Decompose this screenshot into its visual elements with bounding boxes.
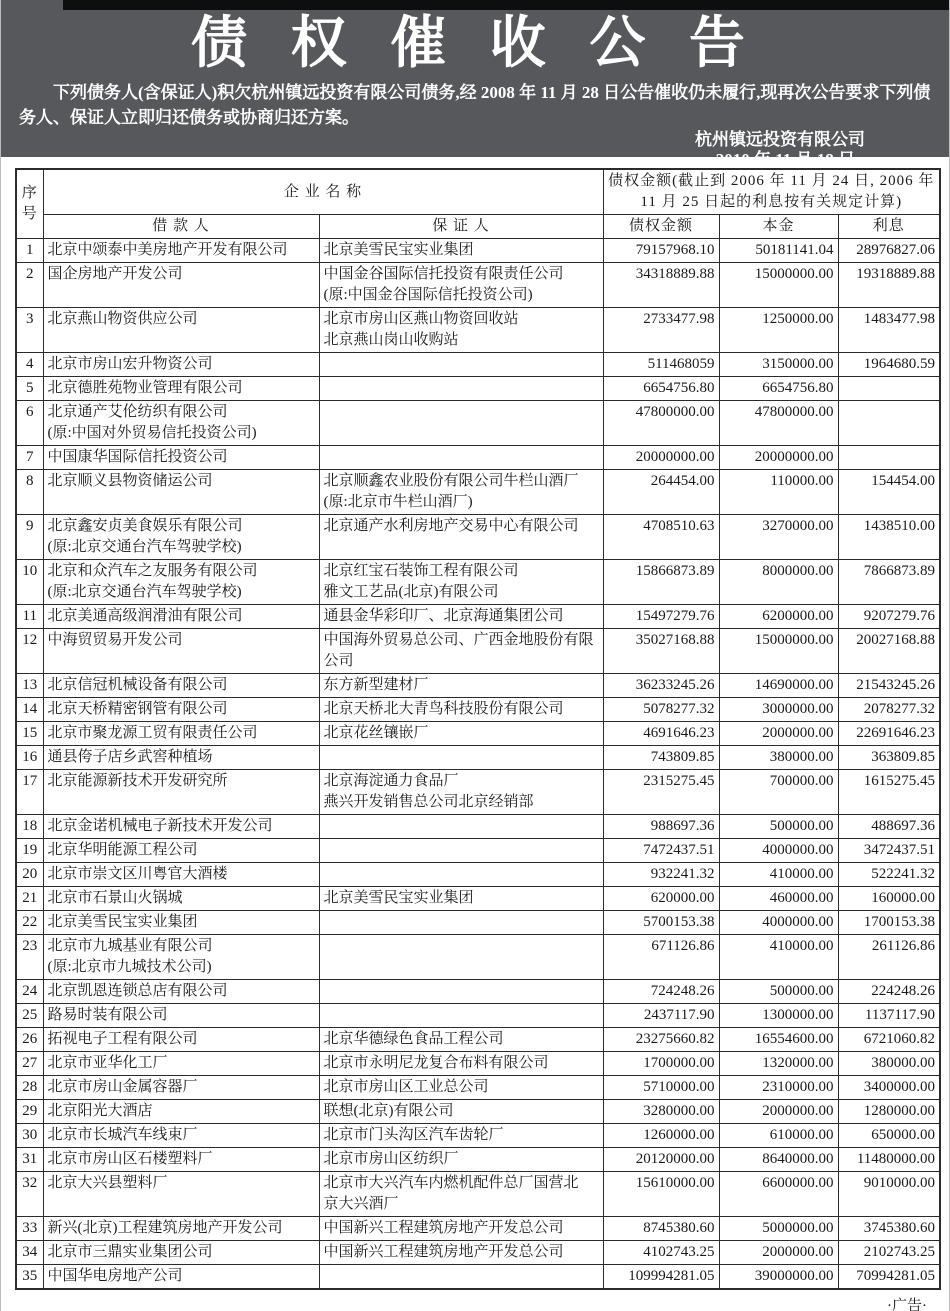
table-row: [16, 560, 940, 605]
principal-cell: 6600000.00: [719, 1172, 838, 1217]
row-index: 34: [16, 1241, 43, 1265]
row-index: 7: [16, 446, 43, 470]
interest-cell: 261126.86: [838, 935, 940, 980]
row-index: 14: [16, 698, 43, 722]
interest-cell: 1483477.98: [838, 308, 940, 353]
guarantor-cell: [319, 377, 603, 401]
amount-cell: 511468059: [603, 353, 719, 377]
principal-cell: 8000000.00: [719, 560, 838, 605]
table-row: [16, 980, 940, 1004]
borrower-cell: 北京市三鼎实业集团公司: [43, 1241, 319, 1265]
table-header-sub-row: [16, 215, 940, 239]
row-index: 29: [16, 1100, 43, 1124]
row-index: 8: [16, 470, 43, 515]
borrower-cell: 北京美通高级润滑油有限公司: [43, 605, 319, 629]
amount-cell: 7472437.51: [603, 839, 719, 863]
principal-cell: 1250000.00: [719, 308, 838, 353]
borrower-cell: 北京德胜苑物业管理有限公司: [43, 377, 319, 401]
interest-cell: 522241.32: [838, 863, 940, 887]
row-index: 12: [16, 629, 43, 674]
principal-cell: 16554600.00: [719, 1028, 838, 1052]
guarantor-cell: 北京市房山区纺织厂: [319, 1148, 603, 1172]
principal-cell: 410000.00: [719, 863, 838, 887]
borrower-cell: 北京鑫安贞美食娱乐有限公司 (原:北京交通台汽车驾驶学校): [43, 515, 319, 560]
amount-cell: 932241.32: [603, 863, 719, 887]
amount-cell: 47800000.00: [603, 401, 719, 446]
principal-cell: 380000.00: [719, 746, 838, 770]
table-row: [16, 1004, 940, 1028]
guarantor-cell: 联想(北京)有限公司: [319, 1100, 603, 1124]
borrower-cell: 北京市九城基业有限公司 (原:北京市九城技术公司): [43, 935, 319, 980]
table-row: [16, 263, 940, 308]
borrower-cell: 北京美雪民宝实业集团: [43, 911, 319, 935]
table-row: [16, 698, 940, 722]
row-index: 28: [16, 1076, 43, 1100]
borrower-cell: 北京中颂泰中美房地产开发有限公司: [43, 239, 319, 263]
interest-cell: 20027168.88: [838, 629, 940, 674]
amount-cell: 1260000.00: [603, 1124, 719, 1148]
guarantor-cell: 通县金华彩印厂、北京海通集团公司: [319, 605, 603, 629]
row-index: 20: [16, 863, 43, 887]
row-index: 15: [16, 722, 43, 746]
row-index: 26: [16, 1028, 43, 1052]
guarantor-cell: 中国新兴工程建筑房地产开发总公司: [319, 1217, 603, 1241]
issuer-name: 杭州镇远投资有限公司: [695, 130, 865, 149]
col-header-amount-group: 债权金额(截止到 2006 年 11 月 24 日, 2006 年 11 月 25 日起的利息按有关规定计算): [603, 169, 940, 215]
row-index: 6: [16, 401, 43, 446]
row-index: 9: [16, 515, 43, 560]
principal-cell: 610000.00: [719, 1124, 838, 1148]
interest-cell: 1137117.90: [838, 1004, 940, 1028]
row-index: 30: [16, 1124, 43, 1148]
col-header-company-group: 企 业 名 称: [43, 169, 603, 215]
guarantor-cell: 北京顺鑫农业股份有限公司牛栏山酒厂 (原:北京市牛栏山酒厂): [319, 470, 603, 515]
borrower-cell: 中海贸贸易开发公司: [43, 629, 319, 674]
guarantor-cell: 北京红宝石装饰工程有限公司 雅文工艺品(北京)有限公司: [319, 560, 603, 605]
guarantor-cell: [319, 980, 603, 1004]
table-row: [16, 674, 940, 698]
interest-cell: 19318889.88: [838, 263, 940, 308]
interest-cell: 2078277.32: [838, 698, 940, 722]
borrower-cell: 北京市房山金属容器厂: [43, 1076, 319, 1100]
guarantor-cell: 北京市房山区工业总公司: [319, 1076, 603, 1100]
interest-cell: [838, 446, 940, 470]
guarantor-cell: [319, 1265, 603, 1290]
interest-cell: 9010000.00: [838, 1172, 940, 1217]
interest-cell: 28976827.06: [838, 239, 940, 263]
table-row: [16, 605, 940, 629]
row-index: 1: [16, 239, 43, 263]
col-header-guarantor: 保 证 人: [319, 215, 603, 239]
row-index: 2: [16, 263, 43, 308]
interest-cell: 1438510.00: [838, 515, 940, 560]
principal-cell: 2310000.00: [719, 1076, 838, 1100]
interest-cell: 1700153.38: [838, 911, 940, 935]
borrower-cell: 北京和众汽车之友服务有限公司 (原:北京交通台汽车驾驶学校): [43, 560, 319, 605]
guarantor-cell: [319, 1004, 603, 1028]
amount-cell: 2733477.98: [603, 308, 719, 353]
interest-cell: 70994281.05: [838, 1265, 940, 1290]
interest-cell: 1615275.45: [838, 770, 940, 815]
interest-cell: 3745380.60: [838, 1217, 940, 1241]
guarantor-cell: 北京美雪民宝实业集团: [319, 887, 603, 911]
principal-cell: 4000000.00: [719, 911, 838, 935]
principal-cell: 3150000.00: [719, 353, 838, 377]
principal-cell: 47800000.00: [719, 401, 838, 446]
row-index: 23: [16, 935, 43, 980]
table-row: [16, 1217, 940, 1241]
interest-cell: 154454.00: [838, 470, 940, 515]
row-index: 19: [16, 839, 43, 863]
col-header-borrower: 借 款 人: [43, 215, 319, 239]
col-header-interest: 利息: [838, 215, 940, 239]
guarantor-cell: 北京市门头沟区汽车齿轮厂: [319, 1124, 603, 1148]
table-row: [16, 401, 940, 446]
guarantor-cell: [319, 746, 603, 770]
interest-cell: 6721060.82: [838, 1028, 940, 1052]
table-row: [16, 308, 940, 353]
borrower-cell: 拓视电子工程有限公司: [43, 1028, 319, 1052]
guarantor-cell: 北京天桥北大青鸟科技股份有限公司: [319, 698, 603, 722]
amount-cell: 671126.86: [603, 935, 719, 980]
borrower-cell: 北京阳光大酒店: [43, 1100, 319, 1124]
principal-cell: 3000000.00: [719, 698, 838, 722]
amount-cell: 724248.26: [603, 980, 719, 1004]
table-row: [16, 770, 940, 815]
amount-cell: 1700000.00: [603, 1052, 719, 1076]
table-row: [16, 887, 940, 911]
guarantor-cell: [319, 911, 603, 935]
amount-cell: 109994281.05: [603, 1265, 719, 1290]
table-row: [16, 746, 940, 770]
borrower-cell: 北京顺义县物资储运公司: [43, 470, 319, 515]
table-row: [16, 1124, 940, 1148]
row-index: 22: [16, 911, 43, 935]
amount-cell: 2437117.90: [603, 1004, 719, 1028]
interest-cell: 3400000.00: [838, 1076, 940, 1100]
interest-cell: 160000.00: [838, 887, 940, 911]
amount-cell: 34318889.88: [603, 263, 719, 308]
amount-cell: 36233245.26: [603, 674, 719, 698]
table-row: [16, 1052, 940, 1076]
principal-cell: 15000000.00: [719, 629, 838, 674]
notice-masthead: [1, 0, 949, 169]
guarantor-cell: [319, 446, 603, 470]
interest-cell: 224248.26: [838, 980, 940, 1004]
principal-cell: 1320000.00: [719, 1052, 838, 1076]
guarantor-cell: 北京市永明尼龙复合布料有限公司: [319, 1052, 603, 1076]
table-row: [16, 239, 940, 263]
amount-cell: 2315275.45: [603, 770, 719, 815]
guarantor-cell: [319, 863, 603, 887]
row-index: 17: [16, 770, 43, 815]
guarantor-cell: 北京通产水利房地产交易中心有限公司: [319, 515, 603, 560]
amount-cell: 620000.00: [603, 887, 719, 911]
principal-cell: 50181141.04: [719, 239, 838, 263]
guarantor-cell: [319, 401, 603, 446]
table-row: [16, 1265, 940, 1290]
principal-cell: 20000000.00: [719, 446, 838, 470]
amount-cell: 79157968.10: [603, 239, 719, 263]
borrower-cell: 北京市房山宏升物资公司: [43, 353, 319, 377]
amount-cell: 15866873.89: [603, 560, 719, 605]
interest-cell: 7866873.89: [838, 560, 940, 605]
amount-cell: 20120000.00: [603, 1148, 719, 1172]
row-index: 33: [16, 1217, 43, 1241]
row-index: 35: [16, 1265, 43, 1290]
borrower-cell: 北京市崇文区川粤官大酒楼: [43, 863, 319, 887]
col-header-principal: 本金: [719, 215, 838, 239]
table-row: [16, 722, 940, 746]
row-index: 32: [16, 1172, 43, 1217]
amount-cell: 6654756.80: [603, 377, 719, 401]
table-row: [16, 839, 940, 863]
guarantor-cell: [319, 839, 603, 863]
table-header-group-row: [16, 169, 940, 215]
interest-cell: 22691646.23: [838, 722, 940, 746]
borrower-cell: 北京市聚龙源工贸有限责任公司: [43, 722, 319, 746]
table-row: [16, 470, 940, 515]
principal-cell: 2000000.00: [719, 722, 838, 746]
interest-cell: 2102743.25: [838, 1241, 940, 1265]
borrower-cell: 北京金诺机械电子新技术开发公司: [43, 815, 319, 839]
table-row: [16, 1172, 940, 1217]
amount-cell: 3280000.00: [603, 1100, 719, 1124]
table-row: [16, 1028, 940, 1052]
amount-cell: 988697.36: [603, 815, 719, 839]
principal-cell: 460000.00: [719, 887, 838, 911]
interest-cell: [838, 401, 940, 446]
row-index: 31: [16, 1148, 43, 1172]
principal-cell: 2000000.00: [719, 1241, 838, 1265]
guarantor-cell: 东方新型建材厂: [319, 674, 603, 698]
row-index: 11: [16, 605, 43, 629]
table-row: [16, 935, 940, 980]
interest-cell: 21543245.26: [838, 674, 940, 698]
amount-cell: 20000000.00: [603, 446, 719, 470]
guarantor-cell: 北京花丝镶嵌厂: [319, 722, 603, 746]
interest-cell: 3472437.51: [838, 839, 940, 863]
guarantor-cell: 北京市房山区燕山物资回收站 北京燕山岗山收购站: [319, 308, 603, 353]
interest-cell: 363809.85: [838, 746, 940, 770]
principal-cell: 700000.00: [719, 770, 838, 815]
interest-cell: 9207279.76: [838, 605, 940, 629]
interest-cell: 1964680.59: [838, 353, 940, 377]
borrower-cell: 北京信冠机械设备有限公司: [43, 674, 319, 698]
borrower-cell: 北京市亚华化工厂: [43, 1052, 319, 1076]
borrower-cell: 北京市长城汽车线束厂: [43, 1124, 319, 1148]
borrower-cell: 北京通产艾伦纺织有限公司 (原:中国对外贸易信托投资公司): [43, 401, 319, 446]
page-title: 债 权 催 收 公 告: [191, 11, 759, 74]
row-index: 21: [16, 887, 43, 911]
principal-cell: 4000000.00: [719, 839, 838, 863]
table-row: [16, 446, 940, 470]
table-row: [16, 515, 940, 560]
amount-cell: 23275660.82: [603, 1028, 719, 1052]
borrower-cell: 北京凯恩连锁总店有限公司: [43, 980, 319, 1004]
table-row: [16, 911, 940, 935]
amount-cell: 15497279.76: [603, 605, 719, 629]
table-row: [16, 353, 940, 377]
row-index: 13: [16, 674, 43, 698]
ad-label: ·广告·: [887, 1298, 927, 1311]
row-index: 18: [16, 815, 43, 839]
borrower-cell: 北京华明能源工程公司: [43, 839, 319, 863]
col-header-seq: 序号: [16, 169, 43, 239]
borrower-cell: 通县侉子店乡武窖种植场: [43, 746, 319, 770]
guarantor-cell: 中国海外贸易总公司、广西金地股份有限公司: [319, 629, 603, 674]
amount-cell: 743809.85: [603, 746, 719, 770]
guarantor-cell: 北京华德绿色食品工程公司: [319, 1028, 603, 1052]
guarantor-cell: 北京海淀通力食品厂 燕兴开发销售总公司北京经销部: [319, 770, 603, 815]
amount-cell: 15610000.00: [603, 1172, 719, 1217]
interest-cell: 380000.00: [838, 1052, 940, 1076]
scan-edge-bar: [63, 0, 949, 10]
intro-paragraph: 下列债务人(含保证人)积欠杭州镇远投资有限公司债务,经 2008 年 11 月 28 日公告催收仍未履行,现再次公告要求下列债务人、保证人立即归还债务或协商归还方案。: [19, 83, 931, 127]
principal-cell: 8640000.00: [719, 1148, 838, 1172]
table-row: [16, 1076, 940, 1100]
amount-cell: 4708510.63: [603, 515, 719, 560]
amount-cell: 35027168.88: [603, 629, 719, 674]
amount-cell: 4102743.25: [603, 1241, 719, 1265]
principal-cell: 15000000.00: [719, 263, 838, 308]
row-index: 25: [16, 1004, 43, 1028]
table-row: [16, 863, 940, 887]
amount-cell: 4691646.23: [603, 722, 719, 746]
table-row: [16, 377, 940, 401]
borrower-cell: 北京市房山区石楼塑料厂: [43, 1148, 319, 1172]
principal-cell: 1300000.00: [719, 1004, 838, 1028]
principal-cell: 3270000.00: [719, 515, 838, 560]
table-row: [16, 815, 940, 839]
principal-cell: 14690000.00: [719, 674, 838, 698]
interest-cell: [838, 377, 940, 401]
borrower-cell: 北京大兴县塑料厂: [43, 1172, 319, 1217]
principal-cell: 500000.00: [719, 815, 838, 839]
principal-cell: 6654756.80: [719, 377, 838, 401]
borrower-cell: 北京市石景山火锅城: [43, 887, 319, 911]
row-index: 10: [16, 560, 43, 605]
guarantor-cell: [319, 353, 603, 377]
interest-cell: 1280000.00: [838, 1100, 940, 1124]
borrower-cell: 中国康华国际信托投资公司: [43, 446, 319, 470]
principal-cell: 2000000.00: [719, 1100, 838, 1124]
principal-cell: 110000.00: [719, 470, 838, 515]
row-index: 27: [16, 1052, 43, 1076]
table-row: [16, 1148, 940, 1172]
guarantor-cell: 中国金谷国际信托投资有限责任公司 (原:中国金谷国际信托投资公司): [319, 263, 603, 308]
principal-cell: 39000000.00: [719, 1265, 838, 1290]
row-index: 4: [16, 353, 43, 377]
interest-cell: 488697.36: [838, 815, 940, 839]
row-index: 16: [16, 746, 43, 770]
row-index: 24: [16, 980, 43, 1004]
amount-cell: 5700153.38: [603, 911, 719, 935]
amount-cell: 264454.00: [603, 470, 719, 515]
borrower-cell: 国企房地产开发公司: [43, 263, 319, 308]
table-row: [16, 1241, 940, 1265]
guarantor-cell: 北京市大兴汽车内燃机配件总厂国营北 京大兴酒厂: [319, 1172, 603, 1217]
interest-cell: 11480000.00: [838, 1148, 940, 1172]
row-index: 5: [16, 377, 43, 401]
issue-date: 2010 年 11 月 18 日: [715, 150, 855, 169]
amount-cell: 5078277.32: [603, 698, 719, 722]
col-header-amount: 债权金额: [603, 215, 719, 239]
guarantor-cell: 中国新兴工程建筑房地产开发总公司: [319, 1241, 603, 1265]
table-row: [16, 629, 940, 674]
amount-cell: 8745380.60: [603, 1217, 719, 1241]
guarantor-cell: [319, 935, 603, 980]
borrower-cell: 北京天桥精密钢管有限公司: [43, 698, 319, 722]
guarantor-cell: 北京美雪民宝实业集团: [319, 239, 603, 263]
guarantor-cell: [319, 815, 603, 839]
borrower-cell: 新兴(北京)工程建筑房地产开发公司: [43, 1217, 319, 1241]
amount-cell: 5710000.00: [603, 1076, 719, 1100]
table-row: [16, 1100, 940, 1124]
principal-cell: 6200000.00: [719, 605, 838, 629]
principal-cell: 410000.00: [719, 935, 838, 980]
borrower-cell: 中国华电房地产公司: [43, 1265, 319, 1290]
interest-cell: 650000.00: [838, 1124, 940, 1148]
row-index: 3: [16, 308, 43, 353]
borrower-cell: 北京燕山物资供应公司: [43, 308, 319, 353]
principal-cell: 500000.00: [719, 980, 838, 1004]
borrower-cell: 北京能源新技术开发研究所: [43, 770, 319, 815]
principal-cell: 5000000.00: [719, 1217, 838, 1241]
borrower-cell: 路易时装有限公司: [43, 1004, 319, 1028]
debt-table: [15, 168, 941, 1290]
